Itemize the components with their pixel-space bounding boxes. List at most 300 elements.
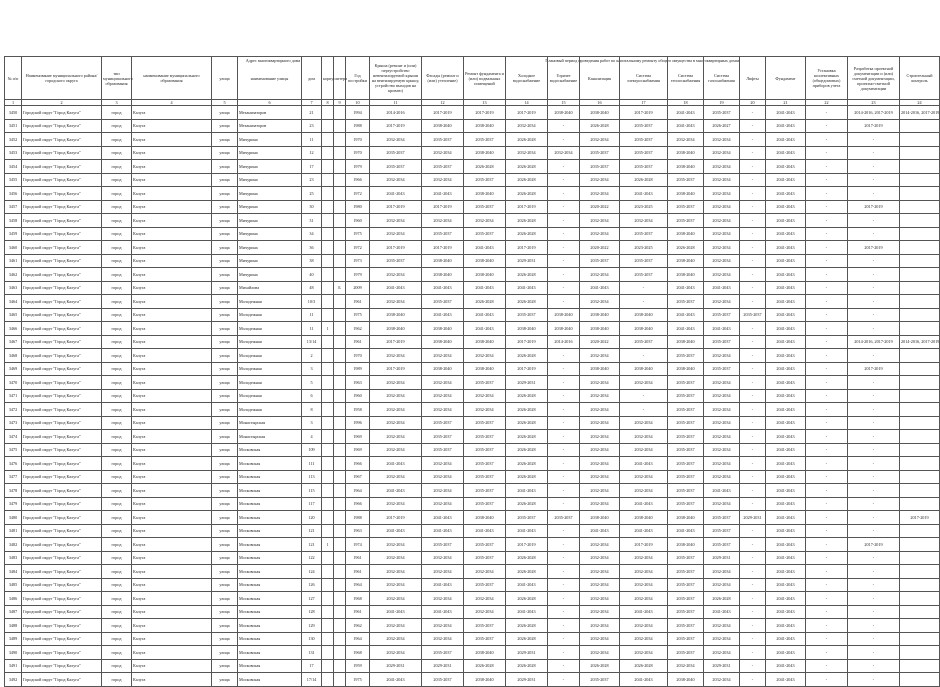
table-cell: улица [212,538,238,552]
table-cell: Городской округ "Город Калуга" [22,632,102,646]
table-cell [322,160,334,174]
table-cell: 2041-2043 [766,106,806,120]
column-number: 2 [22,100,102,106]
table-cell: - [848,578,900,592]
table-cell: 2032-2034 [704,632,740,646]
table-cell: улица [212,416,238,430]
table-cell: 2032-2034 [370,214,422,228]
table-cell [334,646,346,660]
table-cell: 1979 [346,268,370,282]
table-cell: 2032-2034 [580,565,620,579]
table-cell: Городской округ "Город Калуга" [22,673,102,687]
column-number: 22 [806,100,848,106]
table-cell [322,389,334,403]
table-cell: город [102,538,132,552]
table-cell [334,430,346,444]
table-cell [900,578,940,592]
table-cell: Калуга [132,376,212,390]
table-cell: улица [212,254,238,268]
table-row [5,335,940,349]
table-cell: Городской округ "Город Калуга" [22,619,102,633]
table-cell: 2041-2043 [506,578,548,592]
table-cell [322,511,334,525]
table-cell: 2017-2019 [370,362,422,376]
table-cell: 2038-2040 [668,538,704,552]
table-cell: - [806,173,848,187]
table-cell: улица [212,578,238,592]
table-cell: 2035-2037 [422,673,464,687]
column-header: Ремонт фундамента и (или) подвальных помещений [464,57,506,100]
table-cell [334,106,346,120]
table-cell [334,187,346,201]
table-cell: 2032-2034 [422,484,464,498]
table-cell: - [848,403,900,417]
table-cell: - [806,497,848,511]
table-cell: 2026-2028 [580,659,620,673]
table-cell: 1961 [346,565,370,579]
table-cell: 2041-2043 [766,578,806,592]
table-row [5,362,940,376]
table-cell: Мичурина [238,214,302,228]
table-cell [900,592,940,606]
table-cell: Московская [238,659,302,673]
table-row [5,173,940,187]
table-cell [900,484,940,498]
table-cell: Московская [238,619,302,633]
table-cell: улица [212,511,238,525]
table-cell: 2032-2034 [370,268,422,282]
table-cell: - [740,470,766,484]
table-cell: 2032-2034 [422,214,464,228]
table-cell: - [740,146,766,160]
table-cell: 2032-2034 [704,619,740,633]
table-cell: - [740,416,766,430]
table-cell: 2029-2031 [506,254,548,268]
table-cell: 2035-2037 [620,146,668,160]
table-cell: 117 [302,497,322,511]
table-cell: улица [212,322,238,336]
table-cell: 2041-2043 [766,268,806,282]
table-cell: Московская [238,551,302,565]
table-cell: 2032-2034 [620,646,668,660]
table-cell [900,403,940,417]
table-cell: 2032-2034 [370,538,422,552]
table-cell: 2026-2028 [704,592,740,606]
table-cell: 2026-2028 [464,295,506,309]
table-cell: 2026-2028 [506,551,548,565]
table-cell: Калуга [132,511,212,525]
column-header: тип муниципального образования [102,57,132,100]
column-header: Фасады (ремонт и (или) утепление) [422,57,464,100]
table-cell: Городской округ "Город Калуга" [22,592,102,606]
table-cell: 17 [302,160,322,174]
table-cell: - [806,524,848,538]
table-cell [322,173,334,187]
column-header: Наименование муниципального района/городского округа [22,57,102,100]
table-row [5,497,940,511]
table-cell: - [848,146,900,160]
table-cell: 2026-2028 [506,295,548,309]
table-cell: 2041-2043 [464,281,506,295]
table-cell: 2032-2034 [422,497,464,511]
table-cell: - [740,592,766,606]
table-cell: - [806,200,848,214]
table-row [5,403,940,417]
table-row [5,241,940,255]
table-cell: 2041-2043 [766,119,806,133]
table-cell: 2017-2019 [422,106,464,120]
column-number: 17 [620,100,668,106]
column-header: Крыша (ремонт и (или) переустройство невентилируемой крыши на вентилируемую крышу, устройство выходов на кровлю) [370,57,422,100]
table-cell: 2035-2037 [422,133,464,147]
table-cell [334,578,346,592]
table-cell: 2035-2037 [464,578,506,592]
table-cell [900,295,940,309]
table-cell: 2026-2028 [506,268,548,282]
table-cell: 2041-2043 [766,349,806,363]
table-cell: 2032-2034 [506,119,548,133]
table-cell: Мичурина [238,173,302,187]
table-cell: - [620,403,668,417]
table-cell: - [548,389,580,403]
table-cell: Калуга [132,632,212,646]
table-cell: - [806,227,848,241]
table-cell: - [806,335,848,349]
table-cell: 2041-2043 [704,281,740,295]
table-cell: - [740,578,766,592]
table-cell: - [848,160,900,174]
table-cell [900,524,940,538]
table-cell [334,457,346,471]
table-cell: 2038-2040 [422,119,464,133]
table-cell: улица [212,362,238,376]
table-cell: Московская [238,565,302,579]
table-cell: 3 [302,362,322,376]
table-cell [900,254,940,268]
table-cell: 3460 [5,241,22,255]
table-cell: 3484 [5,565,22,579]
table-cell: 3459 [5,227,22,241]
table-cell: Калуга [132,133,212,147]
table-cell: - [806,119,848,133]
table-cell: 2035-2037 [620,335,668,349]
table-cell [322,457,334,471]
table-cell: 2035-2037 [668,295,704,309]
table-cell: 2032-2034 [422,565,464,579]
table-cell: 2041-2043 [766,484,806,498]
table-cell: 2041-2043 [766,146,806,160]
table-cell: Городской округ "Город Калуга" [22,173,102,187]
table-cell: 2029-2031 [370,659,422,673]
table-cell: - [848,173,900,187]
table-cell: 2032-2034 [370,565,422,579]
table-cell [900,389,940,403]
table-cell [322,376,334,390]
table-cell [322,470,334,484]
table-cell: 3461 [5,254,22,268]
table-cell: 2041-2043 [766,322,806,336]
table-cell: - [548,457,580,471]
table-cell: Городской округ "Город Калуга" [22,322,102,336]
table-cell: 2035-2037 [668,200,704,214]
table-cell: 2041-2043 [766,335,806,349]
table-cell: улица [212,349,238,363]
table-cell [900,470,940,484]
table-cell: - [848,214,900,228]
table-cell: 2014-2016, 2017-2019 [848,335,900,349]
table-cell: 2032-2034 [370,619,422,633]
table-cell: 2041-2043 [422,511,464,525]
table-cell: 2032-2034 [620,484,668,498]
table-cell [334,308,346,322]
table-cell: 2032-2034 [548,146,580,160]
table-cell: улица [212,632,238,646]
table-cell: город [102,322,132,336]
table-cell: город [102,416,132,430]
table-cell: - [740,335,766,349]
table-cell: улица [212,389,238,403]
table-cell: Молодежная [238,295,302,309]
table-cell [322,241,334,255]
table-cell: 2041-2043 [766,416,806,430]
table-cell: Городской округ "Город Калуга" [22,457,102,471]
table-row [5,119,940,133]
table-cell: Городской округ "Город Калуга" [22,349,102,363]
table-cell [900,187,940,201]
table-cell: 2038-2040 [668,227,704,241]
table-cell: - [806,322,848,336]
table-cell: Московская [238,646,302,660]
table-cell: 2038-2040 [464,268,506,282]
table-cell: 2038-2040 [422,268,464,282]
table-cell: 2029-2031 [740,511,766,525]
table-cell: 3481 [5,524,22,538]
table-cell: - [848,511,900,525]
column-number: 11 [370,100,422,106]
table-cell: улица [212,214,238,228]
table-cell: 1988 [346,511,370,525]
table-cell: 1963 [346,524,370,538]
table-cell: 2038-2040 [620,511,668,525]
table-cell: Городской округ "Город Калуга" [22,605,102,619]
table-cell: Городской округ "Город Калуга" [22,133,102,147]
table-cell [334,227,346,241]
table-cell: 126 [302,578,322,592]
table-cell: 2032-2034 [580,457,620,471]
table-cell: Городской округ "Город Калуга" [22,308,102,322]
table-cell: Калуга [132,457,212,471]
table-cell: город [102,659,132,673]
table-cell: 2026-2028 [506,632,548,646]
table-cell [334,335,346,349]
table-row [5,511,940,525]
table-cell: - [548,268,580,282]
column-header: Система теплоснабжения [668,57,704,100]
table-cell: 2038-2040 [464,146,506,160]
column-number: 16 [580,100,620,106]
table-cell: улица [212,295,238,309]
table-cell: улица [212,133,238,147]
table-cell: город [102,308,132,322]
table-cell: 2032-2034 [704,173,740,187]
table-cell: 2032-2034 [464,592,506,606]
table-cell [900,632,940,646]
table-cell: - [848,322,900,336]
column-number: 13 [464,100,506,106]
table-cell [322,619,334,633]
table-cell: 2026-2028 [620,659,668,673]
table-cell: 2038-2040 [620,308,668,322]
table-cell [322,295,334,309]
table-cell: 2035-2037 [464,551,506,565]
table-cell: 2017-2019 [370,511,422,525]
table-cell: Городской округ "Город Калуга" [22,403,102,417]
table-cell: Калуга [132,308,212,322]
table-cell: 2035-2037 [704,538,740,552]
table-cell: Городской округ "Город Калуга" [22,470,102,484]
table-cell: - [740,133,766,147]
table-cell: 2017-2019 [370,200,422,214]
table-cell: Городской округ "Город Калуга" [22,254,102,268]
table-cell: Московская [238,511,302,525]
table-cell: Мичурина [238,268,302,282]
table-cell [334,200,346,214]
table-cell: 1964 [346,484,370,498]
table-cell: 124 [302,565,322,579]
table-cell [900,659,940,673]
table-cell: 2041-2043 [422,578,464,592]
table-cell: улица [212,281,238,295]
table-cell: 17/14 [302,673,322,687]
table-cell: 3486 [5,592,22,606]
table-cell: 2038-2040 [464,254,506,268]
table-cell: 2032-2034 [580,443,620,457]
table-cell: - [806,565,848,579]
table-cell: 2032-2034 [370,497,422,511]
table-cell [900,443,940,457]
table-cell: город [102,106,132,120]
table-cell: 2032-2034 [620,578,668,592]
table-cell: 2035-2037 [668,376,704,390]
table-cell: 2035-2037 [668,484,704,498]
column-number: 5 [212,100,238,106]
table-cell: 1975 [346,673,370,687]
table-cell: Мичурина [238,227,302,241]
table-cell: 25 [302,187,322,201]
table-cell: Московская [238,497,302,511]
table-cell: 2032-2034 [464,214,506,228]
column-number: 19 [704,100,740,106]
table-cell: 1966 [346,173,370,187]
table-cell: - [548,659,580,673]
table-cell [322,227,334,241]
table-cell: 120 [302,511,322,525]
table-cell: - [620,281,668,295]
table-cell: 2032-2034 [704,268,740,282]
table-cell: 2017-2019 [506,200,548,214]
table-cell: - [548,200,580,214]
table-row [5,538,940,552]
table-cell: 2038-2040 [668,160,704,174]
table-cell: 2020-2022 [580,200,620,214]
table-cell: 2035-2037 [422,538,464,552]
table-cell [900,160,940,174]
table-cell: - [848,254,900,268]
table-cell: - [740,659,766,673]
table-cell: улица [212,106,238,120]
table-cell: 3468 [5,349,22,363]
table-cell: 2032-2034 [580,551,620,565]
table-cell: 2017-2019 [848,119,900,133]
table-cell: Городской округ "Город Калуга" [22,200,102,214]
table-cell: 2035-2037 [580,254,620,268]
table-cell [322,349,334,363]
table-cell: 2038-2040 [580,106,620,120]
table-row [5,295,940,309]
table-cell: 130 [302,632,322,646]
table-cell: 2041-2043 [766,605,806,619]
table-cell: 2038-2040 [422,254,464,268]
table-cell: 2032-2034 [580,349,620,363]
table-cell: 2041-2043 [766,362,806,376]
table-cell: Молодежная [238,349,302,363]
table-cell: 2041-2043 [766,281,806,295]
table-cell [334,146,346,160]
table-cell: Городской округ "Город Калуга" [22,551,102,565]
table-cell: 2041-2043 [370,673,422,687]
table-cell: - [848,484,900,498]
table-cell: 2041-2043 [766,659,806,673]
table-row [5,673,940,687]
table-cell: 2032-2034 [704,673,740,687]
table-cell: 1969 [346,443,370,457]
table-cell: - [548,349,580,363]
table-cell [334,619,346,633]
table-cell: улица [212,673,238,687]
table-cell [334,497,346,511]
table-cell: 2035-2037 [668,173,704,187]
table-cell: 3478 [5,484,22,498]
table-cell: 2032-2034 [620,470,668,484]
table-cell: 2017-2019 [620,538,668,552]
table-cell: - [806,187,848,201]
table-cell: 3491 [5,659,22,673]
table-cell: 1968 [346,646,370,660]
table-cell: 128 [302,605,322,619]
table-cell: 2035-2037 [668,632,704,646]
table-cell: 2038-2040 [580,322,620,336]
table-cell: улица [212,457,238,471]
table-cell: 3 [302,416,322,430]
address-group-header: Адрес многоквартирного дома [245,58,301,63]
table-cell: 2035-2037 [464,430,506,444]
column-number: 6 [238,100,302,106]
table-cell: 3487 [5,605,22,619]
table-cell: город [102,497,132,511]
table-cell: - [806,349,848,363]
table-cell: - [548,119,580,133]
table-cell [334,133,346,147]
table-cell [322,200,334,214]
table-cell: - [548,214,580,228]
table-cell: 2032-2034 [620,443,668,457]
table-cell: 2041-2043 [704,322,740,336]
table-cell: - [548,173,580,187]
table-cell: 2041-2043 [580,281,620,295]
table-cell: Механизаторов [238,106,302,120]
table-cell: - [548,632,580,646]
table-cell: 2035-2037 [370,254,422,268]
